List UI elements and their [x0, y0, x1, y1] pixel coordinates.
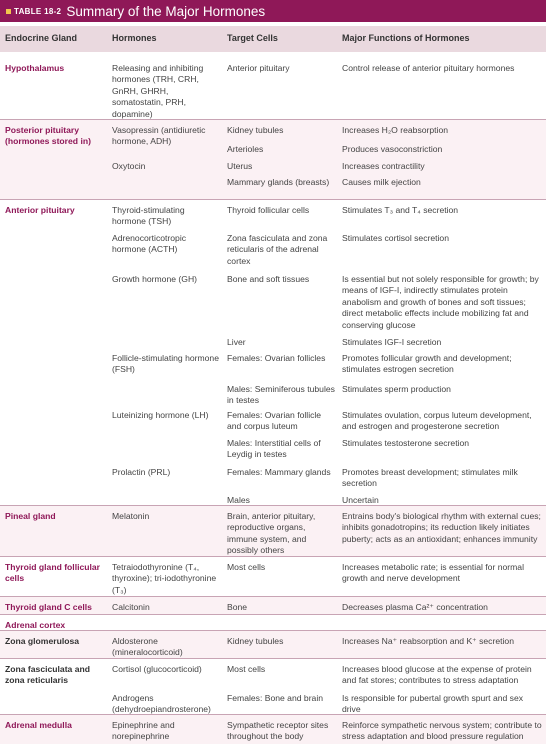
- table-cell-function: Stimulates ovulation, corpus luteum development, and estrogen and progesterone secretion: [342, 410, 532, 432]
- table-cell-function: Increases H₂O reabsorption: [342, 125, 449, 135]
- table-cell-gland: Pineal gland: [5, 511, 56, 521]
- table-cell-function: Promotes breast development; stimulates milk secretion: [342, 467, 518, 489]
- table-cell-function: Is essential but not solely responsible for growth; by means of IGF-I, indirectly stimulates protein anabolism and growth of bones and soft tissues; direct metabolic effects include mobilizing fat and conserving glucose: [342, 274, 539, 330]
- table-cell-gland: Hypothalamus: [5, 63, 65, 73]
- table-cell-target: Females: Mammary glands: [227, 467, 331, 477]
- table-cell-hormone: Growth hormone (GH): [112, 274, 198, 284]
- table-cell-target: Kidney tubules: [227, 125, 284, 135]
- table-cell-hormone: Thyroid-stimulating hormone (TSH): [112, 205, 185, 227]
- table-cell-target: Sympathetic receptor sites throughout the body: [227, 720, 329, 742]
- table-cell-hormone: Releasing and inhibiting hormones (TRH, CRH, GnRH, GHRH, somatostatin, PRH, dopamine): [112, 63, 204, 119]
- table-cell-function: Stimulates IGF-I secretion: [342, 337, 442, 347]
- table-cell-hormone: Calcitonin: [112, 602, 150, 612]
- row-divider: [0, 199, 546, 200]
- table-cell-target: Bone and soft tissues: [227, 274, 310, 284]
- table-cell-target: Anterior pituitary: [227, 63, 290, 73]
- table-cell-function: Stimulates T₃ and T₄ secretion: [342, 205, 459, 215]
- table-cell-function: Increases contractility: [342, 161, 425, 171]
- table-cell-gland: Posterior pituitary (hormones stored in): [5, 125, 91, 147]
- table-cell-target: Thyroid follicular cells: [227, 205, 310, 215]
- header-hormones: Hormones: [112, 33, 157, 43]
- table-cell-function: Stimulates sperm production: [342, 384, 451, 394]
- table-cell-target: Arterioles: [227, 144, 264, 154]
- table-label: [6, 7, 61, 16]
- table-cell-function: Stimulates cortisol secretion: [342, 233, 449, 243]
- header-endocrine-gland: Endocrine Gland: [5, 33, 78, 43]
- table-cell-function: Reinforce sympathetic nervous system; contribute to stress adaptation and blood pressure regulation: [342, 720, 542, 742]
- table-cell-hormone: Luteinizing hormone (LH): [112, 410, 209, 420]
- row-divider: [0, 596, 546, 597]
- table-cell-function: Increases metabolic rate; is essential for normal growth and nerve development: [342, 562, 524, 584]
- table-cell-target: Mammary glands (breasts): [227, 177, 330, 187]
- row-divider: [0, 614, 546, 615]
- table-cell-function: Is responsible for pubertal growth spurt and sex drive: [342, 693, 524, 715]
- table-cell-target: Females: Bone and brain: [227, 693, 324, 703]
- table-title: Summary of the Major Hormones: [66, 3, 266, 19]
- table-cell-gland: Adrenal cortex: [5, 620, 66, 630]
- table-cell-target: Liver: [227, 337, 246, 347]
- label-marker: [6, 9, 11, 14]
- table-cell-hormone: Aldosterone (mineralocorticoid): [112, 636, 183, 658]
- table-cell-function: Promotes follicular growth and development; stimulates estrogen secretion: [342, 353, 512, 375]
- table-cell-target: Brain, anterior pituitary, reproductive organs, immune system, and possibly others: [227, 511, 316, 556]
- table-cell-gland: Thyroid gland follicular cells: [5, 562, 101, 584]
- table-cell-target: Females: Ovarian follicles: [227, 353, 326, 363]
- table-cell-hormone: Tetraiodothyronine (T₄, thyroxine); tri-iodothyronine (T₃): [112, 562, 217, 595]
- table-cell-gland: Anterior pituitary: [5, 205, 75, 215]
- table-header: [0, 26, 546, 52]
- table-cell-target: Uterus: [227, 161, 253, 171]
- table-cell-hormone: Adrenocorticotropic hormone (ACTH): [112, 233, 187, 255]
- table-cell-function: Stimulates testosterone secretion: [342, 438, 470, 448]
- table-cell-hormone: Cortisol (glucocorticoid): [112, 664, 202, 674]
- table-cell-hormone: Epinephrine and norepinephrine: [112, 720, 175, 742]
- row-divider: [0, 658, 546, 659]
- row-divider: [0, 119, 546, 120]
- table-cell-function: Uncertain: [342, 495, 379, 505]
- table-cell-target: Males: [227, 495, 250, 505]
- table-cell-function: Entrains body's biological rhythm with external cues; inhibits gonadotropins; its reduction likely initiates puberty; acts as an antioxidant; enhances immunity: [342, 511, 541, 544]
- table-cell-target: Zona fasciculata and zona reticularis of the adrenal cortex: [227, 233, 328, 266]
- header-target-cells: Target Cells: [227, 33, 278, 43]
- header-major-functions: Major Functions of Hormones: [342, 33, 470, 43]
- table-cell-target: Most cells: [227, 664, 266, 674]
- table-cell-function: Control release of anterior pituitary hormones: [342, 63, 515, 73]
- table-cell-hormone: Oxytocin: [112, 161, 146, 171]
- table-cell-hormone: Androgens (dehydroepiandrosterone): [112, 693, 211, 715]
- table-cell-hormone: Melatonin: [112, 511, 150, 521]
- table-cell-function: Increases blood glucose at the expense of protein and fat stores; contributes to stress adaptation: [342, 664, 532, 686]
- table-cell-hormone: Follicle-stimulating hormone (FSH): [112, 353, 219, 375]
- table-cell-target: Males: Interstitial cells of Leydig in testes: [227, 438, 321, 460]
- table-cell-function: Increases Na⁺ reabsorption and K⁺ secretion: [342, 636, 514, 646]
- table-cell-hormone: Prolactin (PRL): [112, 467, 171, 477]
- table-cell-function: Produces vasoconstriction: [342, 144, 443, 154]
- table-cell-gland: Thyroid gland C cells: [5, 602, 92, 612]
- table-cell-function: Decreases plasma Ca²⁺ concentration: [342, 602, 488, 612]
- table-cell-target: Males: Seminiferous tubules in testes: [227, 384, 335, 406]
- table-cell-function: Causes milk ejection: [342, 177, 421, 187]
- table-cell-gland: Adrenal medulla: [5, 720, 72, 730]
- table-cell-gland: Zona fasciculata and zona reticularis: [5, 664, 91, 686]
- table-cell-gland: Zona glomerulosa: [5, 636, 80, 646]
- table-cell-target: Most cells: [227, 562, 266, 572]
- table-cell-target: Females: Ovarian follicle and corpus luteum: [227, 410, 322, 432]
- table-cell-hormone: Vasopressin (antidiuretic hormone, ADH): [112, 125, 206, 147]
- table-cell-target: Bone: [227, 602, 248, 612]
- table-label-text: TABLE 18-2: [14, 6, 62, 16]
- table-cell-target: Kidney tubules: [227, 636, 284, 646]
- table-title-bar: [0, 0, 546, 22]
